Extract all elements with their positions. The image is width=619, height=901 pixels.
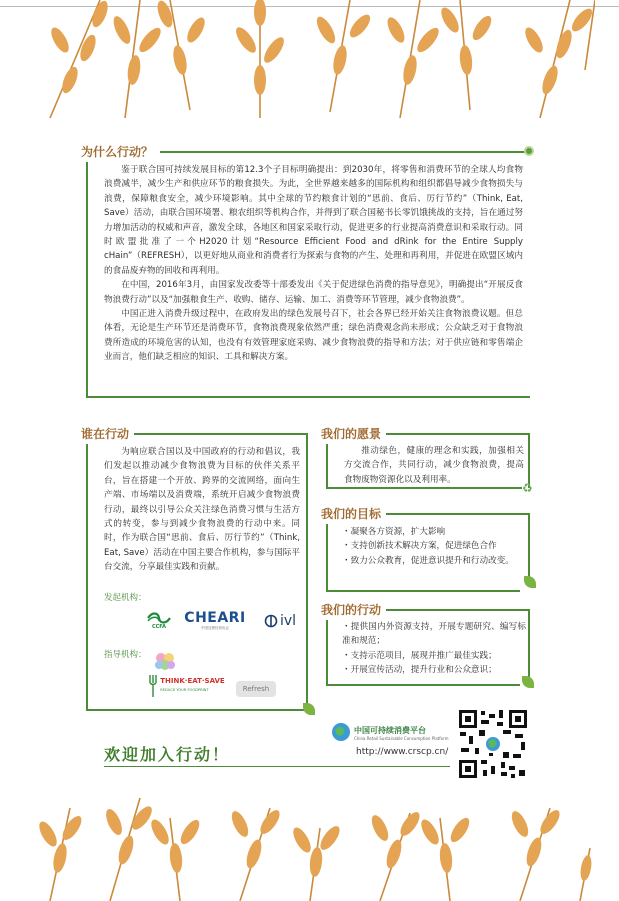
wheat-icon-bottom: [30, 788, 595, 901]
ccfa-logo: [144, 610, 174, 632]
wheat-icon-top: [30, 0, 595, 118]
why-bottom-line: [86, 396, 530, 398]
tes-text: THINK·EAT·SAVE: [160, 677, 225, 685]
guide-logo-emblem: [150, 650, 180, 674]
action-item: ・支持示范项目，展现并推广最佳实践；: [342, 650, 497, 661]
goal-item: ・凝聚各方资源，扩大影响: [342, 527, 446, 537]
action-item: ・提供国内外资源支持，开展专题研究、编写标准和规范；: [342, 622, 526, 647]
qr-code[interactable]: [457, 708, 529, 780]
leaf-icon: [524, 576, 536, 588]
actions-left-line: [326, 620, 328, 685]
welcome-heading: 欢迎加入行动！: [104, 745, 231, 764]
who-paragraph: 为响应联合国以及中国政府的行动和倡议，我们发起以推动减少食物浪费为目标的伙伴关系平台，旨在搭建一个开放、跨界的交流网络，面向生产端、市场端以及消费端，系统开启减少食物浪费行动，最终以引导公众关注绿色消费习惯与生活方式的转变，参与到减少食物浪费的行动中来。同时，作为联合国“思前、食后、厉行节约”（Think, Eat, Save）活动在中国主要合作机构，参与国际平台交流，分享最佳实践和贡献。: [104, 447, 300, 573]
actions-right-line: [528, 609, 530, 677]
why-paragraph-2: 在中国，2016年3月，由国家发改委等十部委发出《关于促进绿色消费的指导意见》，明确提出“开展反食物浪费行动”以及“加强粮食生产、收购、储存、运输、加工、消费等环节管理，减少食物浪费”。: [104, 280, 523, 305]
actions-top-line: [386, 609, 530, 611]
vision-bottom-line: [326, 487, 522, 489]
who-title: 谁在行动: [81, 427, 130, 441]
action-item: ・开展宣传活动，提升行业和公众意识；: [342, 665, 497, 676]
wheat-decoration-bottom: [30, 788, 595, 901]
initiators-label: 发起机构：: [104, 593, 147, 603]
goal-item: ・支持创新技术解决方案，促进绿色合作: [342, 541, 497, 552]
vision-title: 我们的愿景: [321, 427, 382, 441]
vision-body: [344, 444, 524, 487]
flower-emblem-icon: [151, 650, 179, 674]
ivl-circle-icon: [264, 614, 278, 628]
globe-icon: [331, 722, 351, 742]
tes-sub-text: REDUCE YOUR FOODPRINT: [160, 688, 209, 692]
goals-title: 我们的目标: [321, 507, 382, 521]
who-body: [104, 445, 300, 575]
platform-name-en: China Retail Sustainable Consumption Platform: [354, 736, 449, 741]
think-eat-save-logo: [148, 673, 226, 699]
actions-bottom-line: [326, 684, 520, 686]
why-paragraph-1: 鉴于联合国可持续发展目标的第12.3个子目标明确提出：到2030年，将零售和消费环节的全球人均食物浪费减半，减少生产和供应环节的粮食损失。为此，全世界越来越多的国际机构和组织都倡导减少食物损失与浪费，保障粮食安全，减少环境影响。其中全球的节约粮食计划的“思前、食后、厉行节约”（Think, Eat, Save）活动，由联合国环境署、粮农组织等机构合作，并得到了联合国秘书长零饥饿挑战的支持，旨在通过努力增加活动的权威和声音，激发全球，各地区和国家采取行动，促进更多的行业提高消费意识和采取行动。同时欧盟批准了一个H2020计划“Resource Efficient Food and dRink for the Entire Supply cHain”（REFRESH），以更好地从商业和消费者行为探索与食物的产生、处理和再利用，并促进在欧盟区域内的食品废弃物的回收和再利用。: [104, 165, 523, 276]
why-left-line: [86, 162, 88, 398]
actions-title: 我们的行动: [321, 603, 382, 617]
ccfa-text: CCFA: [151, 624, 167, 630]
who-top-line: [134, 433, 306, 435]
who-bottom-line: [86, 709, 308, 711]
actions-list: [342, 620, 526, 678]
cheari-sub-text: 中国连锁经营协会: [201, 626, 229, 630]
goals-left-line: [326, 524, 328, 591]
goals-bottom-line: [326, 590, 520, 592]
refresh-text: Refresh: [242, 685, 270, 693]
guides-label: 指导机构：: [104, 650, 147, 660]
platform-name: 中国可持续消费平台: [354, 726, 426, 735]
ivl-text: ivl: [279, 613, 297, 629]
ccfa-swirl-icon: [146, 612, 172, 624]
goals-list: [342, 525, 526, 568]
goal-item: ・致力公众教育，促进意识提升和行动改变。: [342, 555, 514, 566]
tes-text-block: [160, 677, 224, 695]
welcome-underline: [104, 766, 450, 767]
platform-logo: [331, 722, 351, 742]
who-right-line: [306, 433, 308, 710]
qr-code-icon: [457, 708, 529, 780]
who-left-line: [86, 444, 88, 710]
green-dot-icon: [524, 146, 534, 156]
why-body: [104, 163, 523, 365]
why-top-line: [160, 151, 529, 153]
website-link[interactable]: http://www.crscp.cn/: [356, 747, 449, 757]
vision-paragraph: 推动绿色，健康的理念和实践，加强相关方交流合作，共同行动，减少食物浪费，提高食物废物资源化以及利用率。: [344, 446, 524, 485]
ivl-logo: [258, 610, 302, 632]
cheari-text: CHEARI: [184, 610, 246, 626]
why-title: 为什么行动？: [81, 145, 154, 159]
recycle-icon: ♻: [522, 481, 533, 495]
leaf-icon: [303, 703, 315, 715]
cheari-logo: [182, 610, 248, 632]
wheat-decoration-top: [30, 0, 595, 118]
vision-top-line: [386, 433, 530, 435]
why-paragraph-3: 中国正进入消费升级过程中，在政府发出的绿色发展号召下，社会各界已经开始关注食物浪费议题。但总体看，无论是生产环节还是消费环节，食物浪费现象依然严重；绿色消费观念尚未形成；公众缺乏对于食物浪费所造成的环境危害的认知，也没有有效管理家庭采购、减少食物浪费的指导和方法；对于供应链和零售端企业而言，他们缺乏相应的知识、工具和解决方案。: [104, 309, 523, 363]
vision-left-line: [326, 444, 328, 488]
goals-top-line: [386, 513, 530, 515]
leaf-icon: [522, 676, 534, 688]
goals-right-line: [528, 513, 530, 577]
fork-icon: [149, 675, 157, 697]
refresh-logo: [236, 681, 276, 697]
vision-right-line: [528, 433, 530, 488]
